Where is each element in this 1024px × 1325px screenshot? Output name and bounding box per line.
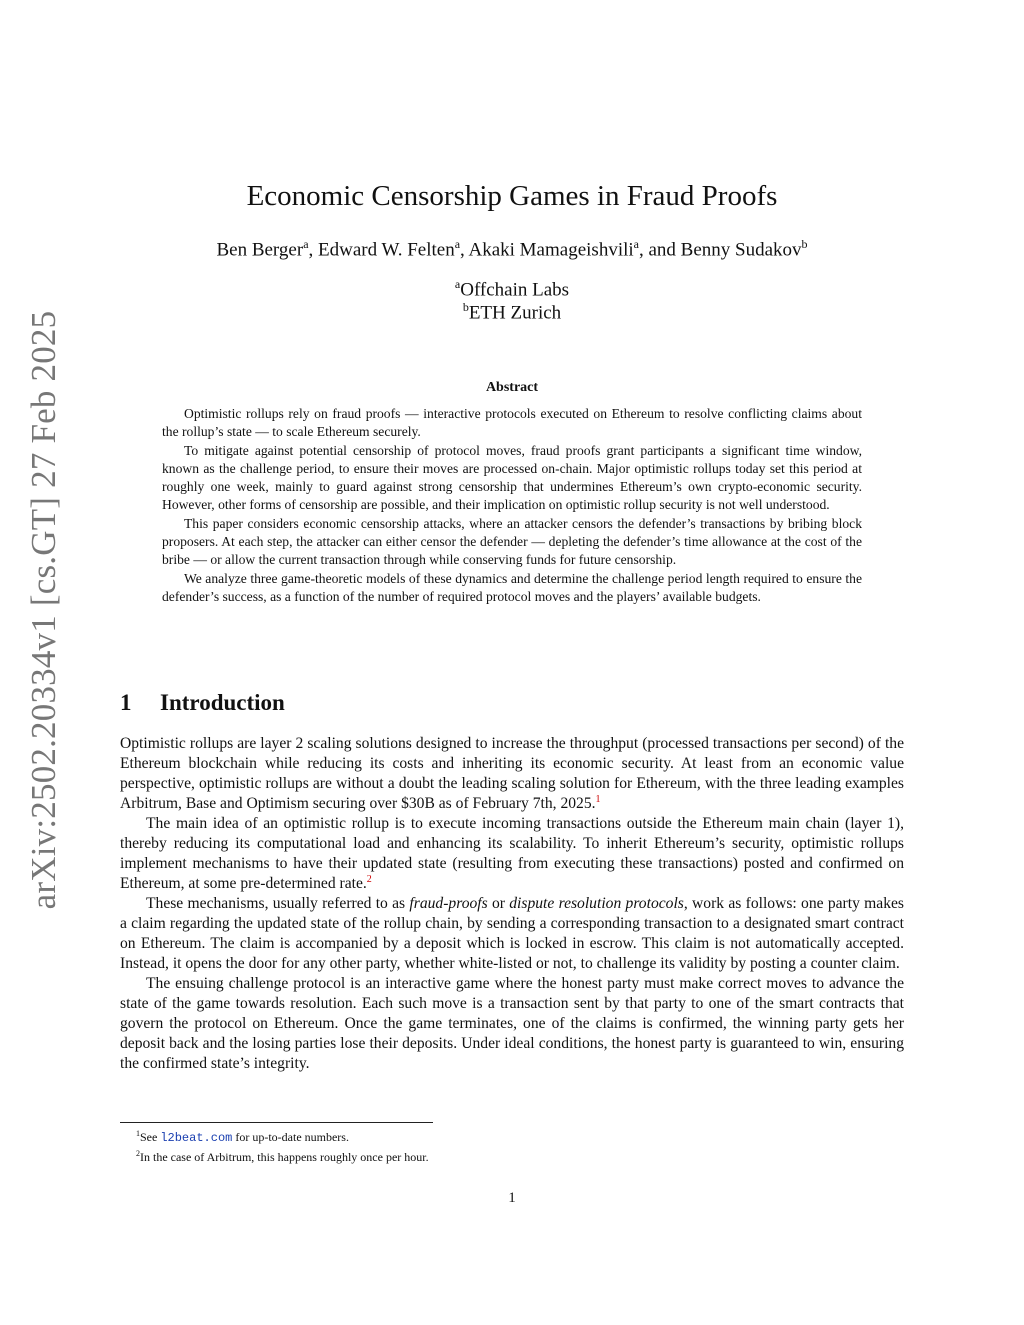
author-separator: , and (638, 239, 681, 261)
intro-paragraph (120, 814, 904, 894)
paper-title: Economic Censorship Games in Fraud Proofs (246, 180, 778, 212)
footnote-2 (120, 1146, 904, 1165)
intro-paragraph (120, 894, 904, 974)
introduction-body (120, 734, 904, 1074)
author-list (0, 237, 1024, 261)
intro-text: These mechanisms, usually referred to as (146, 895, 410, 912)
abstract-heading: Abstract (485, 380, 539, 395)
footnote-text: In the case of Arbitrum, this happens roughly once per hour. (140, 1150, 429, 1164)
footnote-text: See (140, 1130, 161, 1144)
footnotes (120, 1126, 904, 1165)
author-name: Ben Berger (216, 239, 304, 261)
affiliation-b (0, 300, 1024, 324)
footnote-divider (120, 1122, 433, 1123)
arxiv-identifier-stamp: arXiv:2502.20334v1 [cs.GT] 27 Feb 2025 (24, 310, 63, 910)
intro-text: , work as follows: one party makes a claim regarding the updated state of the rollup chain, by sending a corresponding transaction to a designated smart contract on Ethereum. The claim is accompanied by a deposit which is locked in escrow. This claim is not automatically accepted. Instead, it opens the door for any other party, whether white-listed or not, to challenge its validity by posting a counter claim. (120, 895, 904, 972)
affiliation-mark: a (454, 277, 461, 291)
intro-emphasis: dispute resolution protocols (509, 895, 684, 912)
affiliation-mark: b (462, 300, 469, 314)
section-number: 1 (120, 690, 132, 715)
affiliation-name: ETH Zurich (468, 302, 562, 324)
footnote-mark: 1 (136, 1129, 140, 1138)
abstract-body (162, 405, 862, 606)
affiliation-a (0, 277, 1024, 301)
footnote-1 (120, 1126, 904, 1146)
footnote-ref-2[interactable]: 2 (366, 873, 372, 885)
abstract-paragraph: This paper considers economic censorship attacks, where an attacker censors the defender’s transactions by bribing block proposers. At each step, the attacker can either censor the defender — depleting the defender’s time allowance at the cost of the bribe — or allow the current transaction through while conserving funds for future censorship. (162, 515, 862, 568)
abstract-paragraph: Optimistic rollups rely on fraud proofs — interactive protocols executed on Ethereum to resolve conflicting claims about the rollup’s state — to scale Ethereum securely. (162, 406, 862, 440)
page-number: 1 (508, 1190, 516, 1206)
author-name: Benny Sudakov (680, 239, 802, 261)
abstract-paragraph: To mitigate against potential censorship of protocol moves, fraud proofs grant participants a significant time window, known as the challenge period, to ensure their moves are processed on-chain. Major optimistic rollups today set this period at roughly one week, mainly to guard against strong censorship that undermines Ethereum’s own crypto-economic security. However, other forms of censorship are possible, and their implication on optimistic rollup security is not well understood. (162, 442, 862, 513)
author-separator: , (460, 239, 469, 261)
author-name: Akaki Mamageishvili (468, 239, 634, 261)
affiliation-name: Offchain Labs (460, 279, 570, 301)
footnote-ref-1[interactable]: 1 (595, 793, 601, 805)
footnote-mark: 2 (136, 1149, 140, 1158)
footnote-link[interactable]: l2beat.com (160, 1131, 233, 1145)
author-affil-mark: a (303, 237, 309, 251)
intro-text: Optimistic rollups are layer 2 scaling solutions designed to increase the throughput (processed transactions per second) of the Ethereum blockchain while reducing its costs and inheriting its economic security. At least from an economic value perspective, optimistic rollups are without a doubt the leading scaling solution for Ethereum, with the three leading examples Arbitrum, Base and Optimism securing over $30B as of February 7th, 2025. (120, 735, 904, 812)
footnote-text: for up-to-date numbers. (232, 1130, 349, 1144)
intro-paragraph (120, 734, 904, 814)
author-name: Edward W. Felten (318, 239, 455, 261)
section-title: Introduction (160, 690, 285, 715)
author-affil-mark: a (633, 237, 639, 251)
intro-text: or (487, 895, 510, 912)
intro-paragraph: The ensuing challenge protocol is an interactive game where the honest party must make correct moves to advance the state of the game towards resolution. Each such move is a transaction sent by that party to one of the smart contracts that govern the protocol on Ethereum. Once the game terminates, one of the claims is confirmed, the winning party gets her deposit back and the losing parties lose their deposits. Under ideal conditions, the honest party is guaranteed to win, ensuring the confirmed state’s integrity. (120, 975, 904, 1072)
abstract-paragraph: We analyze three game-theoretic models of these dynamics and determine the challenge period length required to ensure the defender’s success, as a function of the number of required protocol moves and the players’ available budgets. (162, 570, 862, 604)
author-separator: , (308, 239, 319, 261)
section-heading-introduction (120, 690, 285, 716)
author-affil-mark: a (454, 237, 461, 251)
author-affil-mark: b (801, 237, 808, 251)
intro-emphasis: fraud-proofs (409, 895, 488, 912)
intro-text: The main idea of an optimistic rollup is to execute incoming transactions outside the Ethereum main chain (layer 1), thereby reducing its computational load and enhancing its scalability. To inherit Ethereum’s security, optimistic rollups implement mechanisms to have their updated state (resulting from executing these transactions) posted and confirmed on Ethereum, at some pre-determined rate. (120, 815, 904, 892)
